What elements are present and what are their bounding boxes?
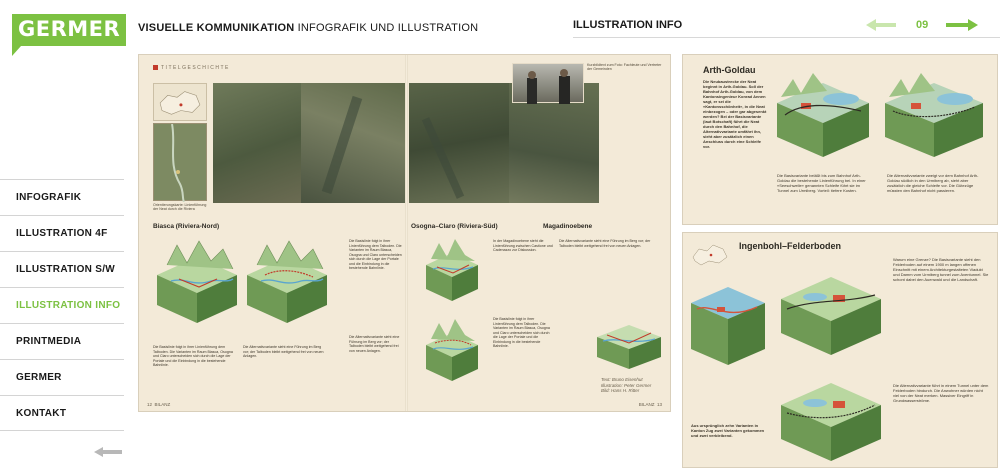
ingenbohl-basisvariante: Warum eine Grenze? Die Basisvariante sieht den Felderboden auf einem 1900 m langen offenen Einschnitt mit einem Architekturgestalteten Viadukt und Damm vom Urmiberg tunnel zum Axentunnel. Sie schont dabei den Auenwald und die Landschaft. <box>893 257 989 282</box>
header-divider <box>573 37 1000 38</box>
credit-text: Text: Bruno Eisenhut <box>601 377 643 382</box>
spread-text-column-3: Die Basislinie folgt in ihrer Linienführung dem Talboden. Die Varianten im Raum Biasca, Osogna und Claro unterscheiden sich durch die Lage der Portale und die Einbindung in die bestehende Bahnlinie. <box>349 239 402 270</box>
relief-diagram-ingenbohl-overview <box>687 273 769 369</box>
logo-tail <box>12 46 28 56</box>
relief-diagram-ingenbohl-2 <box>775 361 887 465</box>
magazine-spread-image[interactable] <box>138 54 671 412</box>
orientation-map <box>153 123 207 201</box>
arth-goldau-title: Arth-Goldau <box>703 65 756 75</box>
relief-diagram-osogna-2 <box>423 315 481 387</box>
page-number: 09 <box>916 19 929 31</box>
spread-credits <box>601 377 667 394</box>
page-title-bold: VISUELLE KOMMUNIKATION <box>138 22 295 34</box>
page-foot-right-number: 13 <box>656 402 662 407</box>
page-foot-left-head: BILANZ <box>154 402 171 407</box>
section-osogna-title: Osogna–Claro (Riviera-Süd) <box>411 223 498 230</box>
relief-diagram-arth-goldau-1 <box>771 63 875 161</box>
back-arrow-icon[interactable] <box>94 447 122 457</box>
page-foot-right <box>639 402 662 407</box>
relief-diagram-osogna-1 <box>423 235 481 307</box>
main-nav <box>0 179 124 431</box>
credit-photo: Bild: Hans H. Ritter <box>601 388 640 393</box>
ingenbohl-alternativvariante: Die Alternativvariante führt in einem Tunnel unter dem Felderboden hindurch. Die Anwohner würden nicht viel von der Neat merken. Massiver Eingriff in Grundwasserströme. <box>893 383 989 403</box>
ingenbohl-intro: Aus ursprünglich zehn Varianten in Kanton Zug zwei Varianten gekommen und zwei verbleibend. <box>691 423 765 438</box>
previous-arrow-icon[interactable] <box>866 19 896 31</box>
ingenbohl-title: Ingenbohl–Felderboden <box>739 241 842 251</box>
nav-item-illustration-sw[interactable]: ILLUSTRATION S/W <box>0 251 124 287</box>
credit-illustration: Illustration: Peter Germer <box>601 382 652 388</box>
relief-diagram-magadino <box>593 311 665 375</box>
nav-item-germer[interactable]: GERMER <box>0 359 124 395</box>
people-photo <box>512 63 584 103</box>
page-foot-right-head: BILANZ <box>638 402 655 407</box>
spread-text-column-1: Die Basislinie folgt in ihrer Linienführung dem Talboden. Die Varianten im Raum Biasca, Osogna und Claro unterscheiden sich durch die Lage der Portale und die Einbindung in die bestehende Bahnlinie. <box>153 345 233 367</box>
arth-goldau-panel-image[interactable] <box>682 54 998 225</box>
nav-item-kontakt[interactable]: KONTAKT <box>0 395 124 431</box>
relief-diagram-ingenbohl-1 <box>775 255 887 359</box>
arth-goldau-intro: Die Neubaustrecke der Neat beginnt in Arth-Goldau. Soll der Bahnhof Arth-Goldau, von dem Kantonsingenieur Konrad Annen sagt, er sei die «Kantonsschönheit», in die Neat einbezogen – oder gar abgesenkt werden? Bei der Basisvariante (laut Botschaft) führt die Neat durch den Bahnhof, die Alternativvariante umfährt ihn, sieht aber zusätzlich einen Anschluss durch eine Schleife vor. <box>703 79 767 149</box>
relief-diagram-biasca-2 <box>243 235 331 327</box>
section-biasca-title: Biasca (Riviera-Nord) <box>153 223 220 230</box>
spread-text-column-7: Die Alternativvariante sieht eine Führung im Berg vor; der Talboden bleibt weitgehend frei von neuen Anlagen. <box>559 239 651 248</box>
relief-diagram-biasca-1 <box>153 235 241 327</box>
nav-item-printmedia[interactable]: PRINTMEDIA <box>0 323 124 359</box>
spread-text-column-4: Die Alternativvariante sieht eine Führung im Berg vor; der Talboden bleibt weitgehend frei von neuen Anlagen. <box>349 335 400 353</box>
nav-item-illustration-4f[interactable]: ILLUSTRATION 4F <box>0 215 124 251</box>
spread-text-column-5: In der Magadinoebene steht die Linienführung zwischen Castione und Cadenazzo zur Diskussion. <box>493 239 553 252</box>
section-title: ILLUSTRATION INFO <box>573 19 683 31</box>
spread-kicker: TITELGESCHICHTE <box>153 65 230 71</box>
spread-text-column-6: Die Basislinie folgt in ihrer Linienführung dem Talboden. Die Varianten im Raum Biasca, Osogna und Claro unterscheiden sich durch die Lage der Portale und die Einbindung in die bestehende Bahnlinie. <box>493 317 550 348</box>
switzerland-inset-map <box>153 83 207 121</box>
orientation-map-caption: Orientierungskarte: Linienführung der Neat durch die Riviera <box>153 203 207 212</box>
page-title-rest: INFOGRAFIK UND ILLUSTRATION <box>297 22 479 34</box>
nav-item-illustration-info[interactable]: ILLUSTRATION INFO <box>0 287 124 323</box>
ingenbohl-panel-image[interactable] <box>682 232 998 468</box>
page-foot-left <box>147 402 170 407</box>
germer-logo[interactable] <box>12 14 126 46</box>
section-magadino-title: Magadinoebene <box>543 223 593 230</box>
page-foot-left-number: 12 <box>147 402 153 407</box>
page-title <box>138 22 478 34</box>
nav-item-infografik[interactable]: INFOGRAFIK <box>0 179 124 215</box>
next-arrow-icon[interactable] <box>946 19 978 31</box>
aerial-photo-1 <box>213 83 301 203</box>
relief-diagram-arth-goldau-2 <box>879 63 989 161</box>
arth-goldau-alternativvariante: Die Alternativvariante zweigt vor dem Bahnhof Arth-Goldau südlich in den Urmiberg ab, sieht aber zusätzlich die gleiche Schleife vor. Die Gütezüge müssten den Bahnhof nicht passieren. <box>887 173 979 193</box>
people-photo-caption: Kurzbildtext zum Foto: Fachleute und Vertreter der Gemeinden <box>587 63 662 72</box>
arth-goldau-basisvariante: Die Basisvariante beläßt bis zum Bahnhof Arth-Goldau die bestehende Linienführung bei. In einer «Seeschwelle» genannten Schleife führt sie im Tunnel zum Urmiberg. Vorteil: tiefere Kosten. <box>777 173 866 193</box>
spread-gutter <box>405 55 408 411</box>
logo-text: GERMER <box>18 17 121 41</box>
switzerland-inset-map-2 <box>689 241 731 269</box>
spread-text-column-2: Die Alternativvariante sieht eine Führung im Berg vor; der Talboden bleibt weitgehend frei von neuen Anlagen. <box>243 345 324 358</box>
